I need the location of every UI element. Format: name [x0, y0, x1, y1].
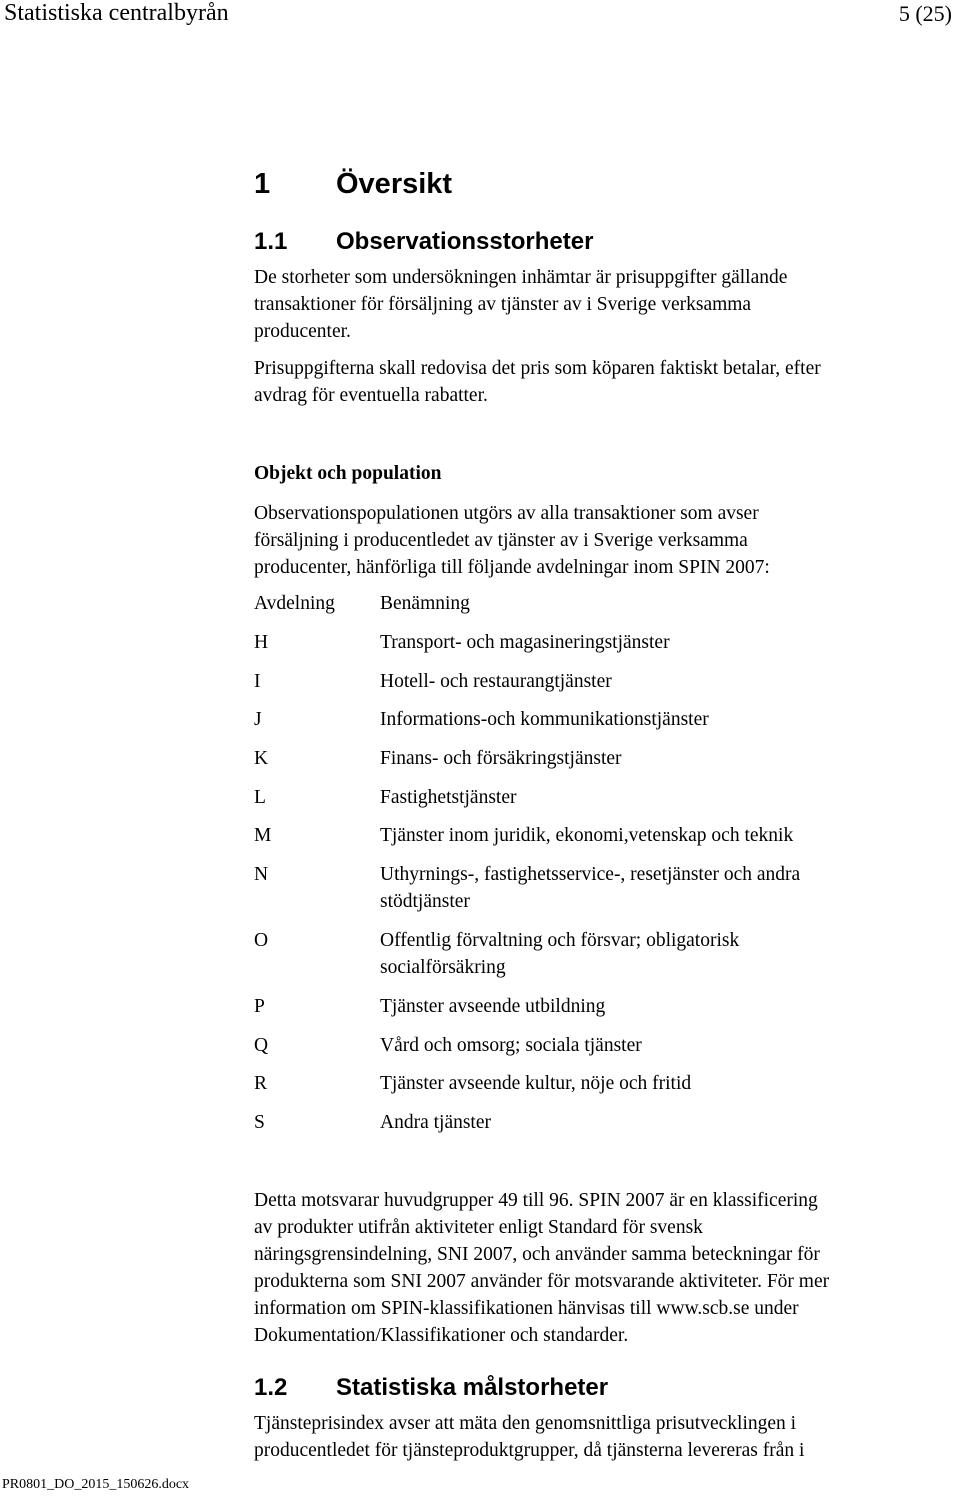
section-1-number: 1	[254, 168, 271, 200]
avdelning-name: Tjänster inom juridik, ekonomi,vetenskap och teknik	[380, 825, 794, 846]
paragraph-line: av produkter utifrån aktiviteter enligt Standard för svensk	[254, 1217, 703, 1238]
paragraph-line: Tjänsteprisindex avser att mäta den genomsnittliga prisutvecklingen i	[254, 1413, 797, 1434]
paragraph-line: försäljning i producentledet av tjänster av i Sverige verksamma	[254, 530, 748, 551]
objekt-paragraph	[254, 500, 954, 581]
section-1-title: Översikt	[336, 168, 453, 200]
avdelning-name: Transport- och magasineringstjänster	[380, 632, 670, 653]
paragraph-line: avdrag för eventuella rabatter.	[254, 385, 488, 406]
avdelning-name: Uthyrnings-, fastighetsservice-, resetjänster och andra stödtjänster	[380, 864, 801, 912]
paragraph-line: producenter, hänförliga till följande avdelningar inom SPIN 2007:	[254, 557, 770, 578]
avdelning-name: Hotell- och restaurangtjänster	[380, 671, 612, 692]
section-1-1-title: Observationsstorheter	[336, 228, 594, 255]
objekt-och-population-heading: Objekt och population	[254, 463, 442, 484]
paragraph-line: näringsgrensindelning, SNI 2007, och använder samma beteckningar för	[254, 1244, 820, 1265]
malstorheter-paragraph	[254, 1410, 954, 1464]
paragraph-line: Dokumentation/Klassifikationer och standarder.	[254, 1325, 629, 1346]
paragraph-line: transaktioner för försäljning av tjänster av i Sverige verksamma	[254, 294, 752, 315]
section-1-heading	[254, 166, 452, 202]
section-1-2-title: Statistiska målstorheter	[336, 1374, 609, 1401]
avdelning-code: R	[254, 1073, 268, 1094]
avdelning-code: S	[254, 1112, 265, 1133]
paragraph-line: producentledet för tjänsteproduktgrupper, då tjänsterna levereras från i	[254, 1440, 805, 1461]
avdelning-code: J	[254, 709, 262, 730]
paragraph-line: De storheter som undersökningen inhämtar är prisuppgifter gällande	[254, 267, 788, 288]
avdelning-code: P	[254, 996, 265, 1017]
avdelning-code: L	[254, 787, 266, 808]
avdelning-name: Finans- och försäkringstjänster	[380, 748, 622, 769]
paragraph-line: Observationspopulationen utgörs av alla transaktioner som avser	[254, 503, 759, 524]
section-1-2-number: 1.2	[254, 1374, 288, 1401]
footer-filename: PR0801_DO_2015_150626.docx	[2, 1477, 190, 1492]
observationsstorheter-paragraph-2	[254, 355, 954, 409]
header-org-name: Statistiska centralbyrån	[4, 0, 229, 26]
avdelning-name: Tjänster avseende kultur, nöje och fritid	[380, 1073, 692, 1094]
paragraph-line: produkterna som SNI 2007 använder för motsvarande aktiviteter. För mer	[254, 1271, 830, 1292]
column-header-avdelning: Avdelning	[254, 593, 335, 614]
section-1-1-number: 1.1	[254, 228, 288, 255]
detta-motsvarar-paragraph	[254, 1187, 954, 1349]
avdelning-name: Tjänster avseende utbildning	[380, 996, 606, 1017]
paragraph-line: Detta motsvarar huvudgrupper 49 till 96. SPIN 2007 är en klassificering	[254, 1190, 818, 1211]
avdelning-code: O	[254, 930, 269, 951]
avdelning-code: I	[254, 671, 261, 692]
page-number: 5 (25)	[898, 1, 952, 26]
avdelning-name: Informations-och kommunikationstjänster	[380, 709, 709, 730]
paragraph-line: Prisuppgifterna skall redovisa det pris som köparen faktiskt betalar, efter	[254, 358, 821, 379]
observationsstorheter-paragraph-1	[254, 264, 954, 345]
avdelning-name: Fastighetstjänster	[380, 787, 517, 808]
section-1-2-heading	[254, 1372, 608, 1404]
avdelning-code: H	[254, 632, 269, 653]
avdelning-code: M	[254, 825, 272, 846]
avdelning-name: Vård och omsorg; sociala tjänster	[380, 1035, 642, 1056]
avdelning-name: Andra tjänster	[380, 1112, 492, 1133]
avdelning-code: N	[254, 864, 269, 885]
paragraph-line: information om SPIN-klassifikationen hänvisas till www.scb.se under	[254, 1298, 799, 1319]
section-1-1-heading	[254, 226, 593, 258]
paragraph-line: producenter.	[254, 321, 351, 342]
avdelning-code: K	[254, 748, 269, 769]
column-header-benamning: Benämning	[380, 593, 470, 614]
avdelning-name: Offentlig förvaltning och försvar; obligatorisk socialförsäkring	[380, 930, 740, 978]
avdelning-code: Q	[254, 1035, 269, 1056]
